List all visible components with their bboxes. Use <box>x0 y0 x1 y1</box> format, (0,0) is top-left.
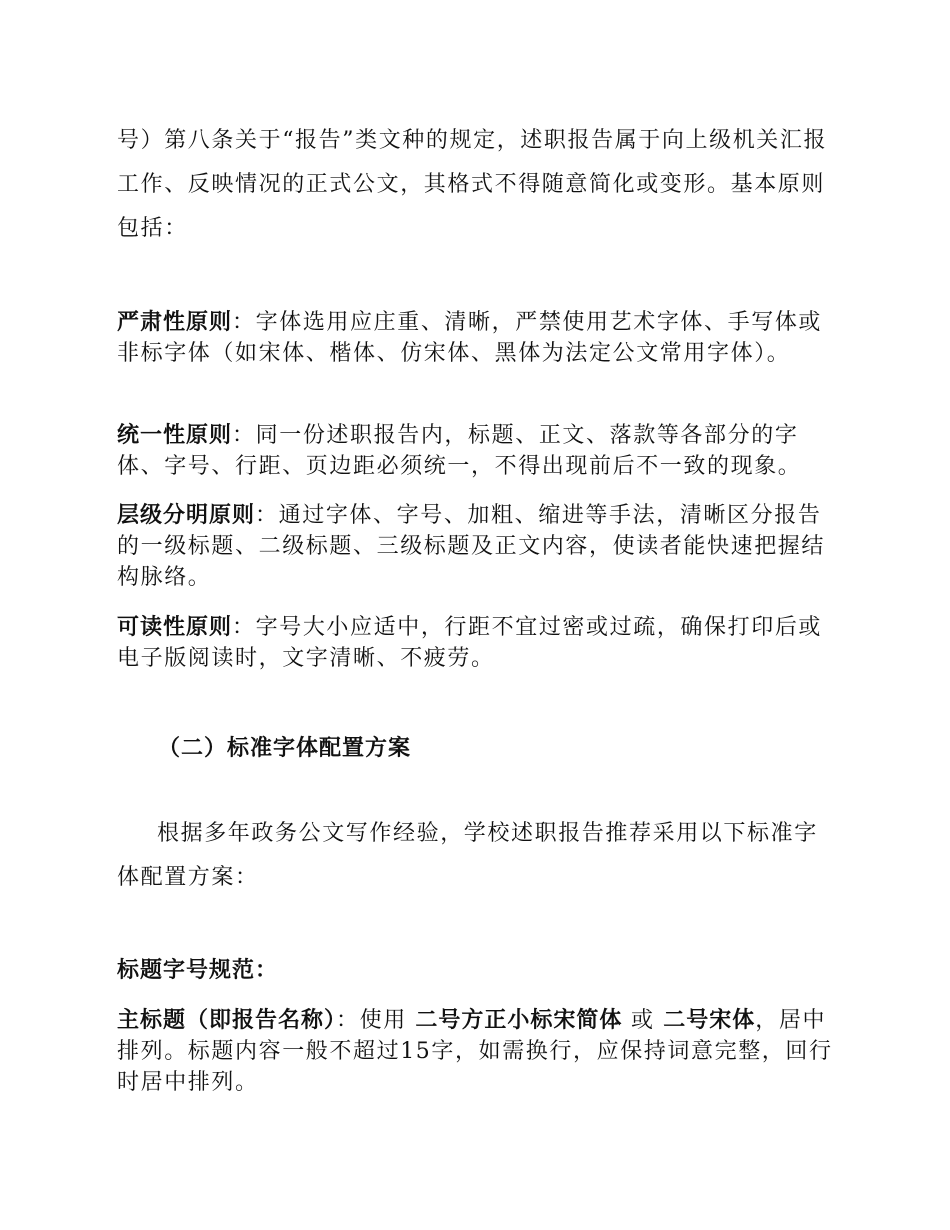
main-title-rule <box>117 1005 837 1098</box>
principle-term: 严肃性原则 <box>117 310 233 335</box>
title-spec-label <box>117 955 837 986</box>
principle-term: 可读性原则 <box>117 615 233 640</box>
principle-item <box>117 307 837 369</box>
principle-text: ：通过字体、字号、加粗、缩进等手法，清晰区分报告的一级标题、二级标题、三级标题及正文内容，使读者能快速把握结构脉络。 <box>117 503 826 590</box>
main-title-term: 主标题（即报告名称） <box>117 1008 337 1033</box>
main-title-text-a: ：使用 <box>336 1008 416 1033</box>
principle-text: ：字体选用应庄重、清晰，严禁使用艺术字体、手写体或非标字体（如宋体、楷体、仿宋体、黑体为法定公文常用字体）。 <box>117 310 823 366</box>
font-option-b: 二号宋体 <box>663 1008 756 1033</box>
main-title-text-c: ，居中排列。标题内容一般不超过15字，如需换行，应保持词意完整，回行时居中排列。 <box>117 1008 833 1095</box>
principle-item <box>117 420 837 482</box>
section-heading: （二）标准字体配置方案 <box>158 736 412 761</box>
section-intro <box>117 812 837 900</box>
principle-text: ：字号大小应适中，行距不宜过密或过疏，确保打印后或电子版阅读时，文字清晰、不疲劳。 <box>117 615 823 671</box>
principle-term: 层级分明原则 <box>117 503 256 528</box>
intro-paragraph <box>117 119 837 251</box>
section-intro-text: 根据多年政务公文写作经验，学校述职报告推荐采用以下标准字体配置方案： <box>117 821 818 890</box>
principle-term: 统一性原则 <box>117 423 233 448</box>
title-spec-text: 标题字号规范： <box>117 958 279 983</box>
font-option-a: 二号方正小标宋简体 <box>415 1008 623 1033</box>
main-title-text-b: 或 <box>622 1008 664 1033</box>
principle-text: ：同一份述职报告内，标题、正文、落款等各部分的字体、字号、行距、页边距必须统一，不得出现前后不一致的现象。 <box>117 423 802 479</box>
intro-text: 号）第八条关于“报告”类文种的规定，述职报告属于向上级机关汇报工作、反映情况的正式公文，其格式不得随意简化或变形。基本原则包括： <box>117 128 828 241</box>
principle-item <box>117 500 837 593</box>
principle-item <box>117 612 837 674</box>
